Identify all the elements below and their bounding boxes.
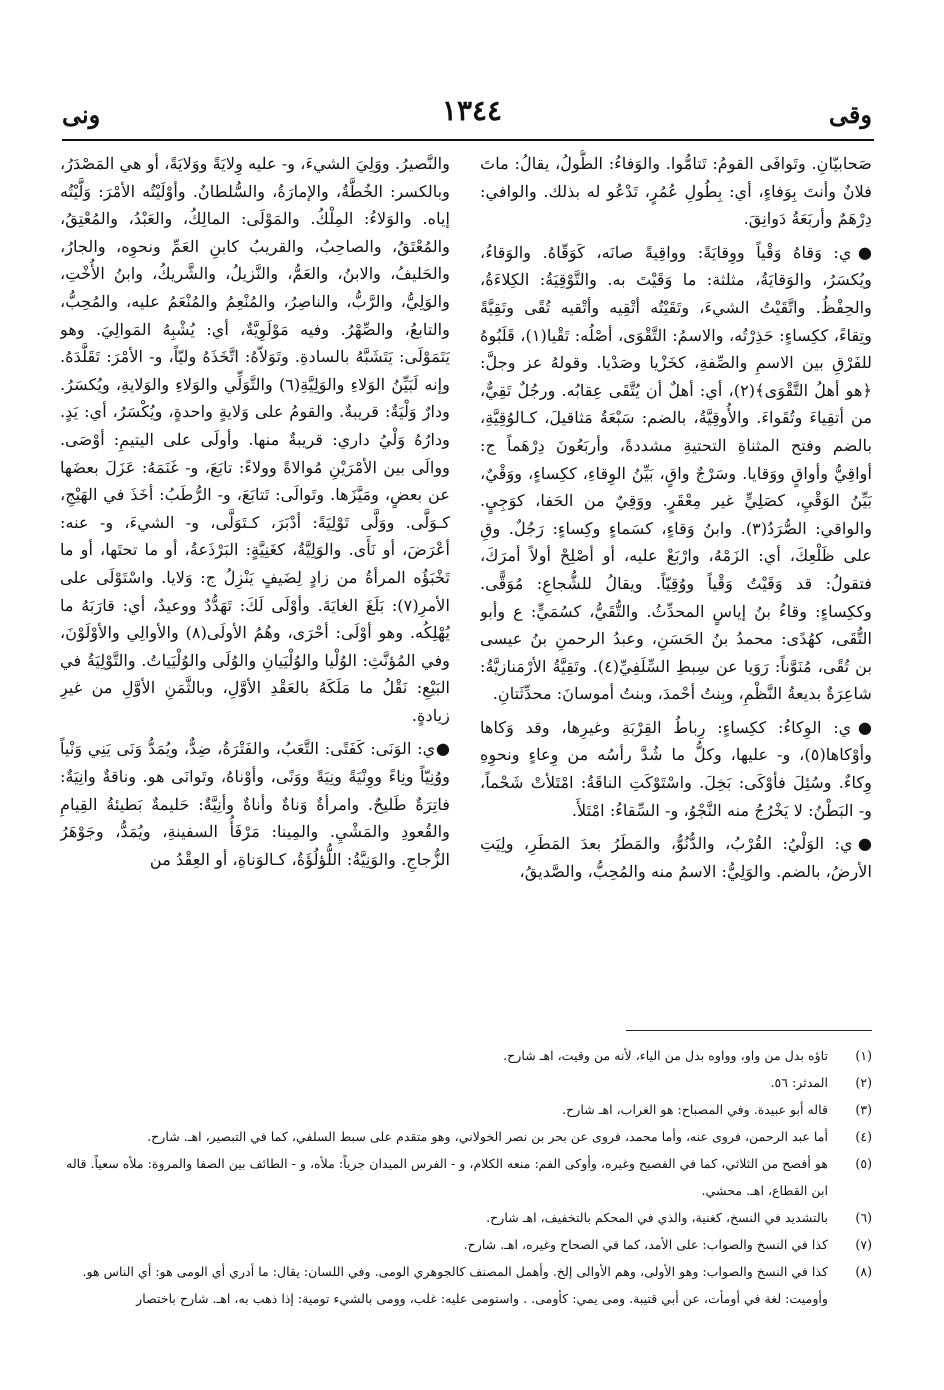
footnote-number: (١) [855,1048,872,1063]
footnote-number: (٨) [855,1264,872,1279]
footnote [60,1150,872,1204]
page-number: ١٣٤٤ [441,94,503,127]
footnote-number: (٤) [855,1129,872,1144]
footnote-number: (٣) [855,1102,872,1117]
footnote-number: (٦) [855,1210,872,1225]
header-rule [62,139,874,141]
entry-paragraph: والنَّصيرُ. ووَلِيَ الشيءَ، و- عليه وِلايَةً ووَلايَةً، أو هي المَصْدَرُ، وبالكسر: الخُطَّةُ، والإمارَةُ، والسُّلطانُ. وأوْلَيْتُه الأمْرَ: وَلَّيْتُه إياه. والوَلاءُ: المِلْكُ. والمَوْلَى: المالِكُ، والعَبْدُ، والمُعْتِقُ، والمُعْتَقُ، والصاحِبُ، والقريبُ كابنِ العَمِّ ونحوِه، والجارُ، والحَليفُ، والابنُ، والعَمُّ، والنَّزيلُ، والشَّريكُ، وابنُ الأُخْتِ، والوَلِيُّ، والرَّبُّ، والناصِرُ، والمُنْعِمُ والمُنْعَمُ عليه، والمُحِبُّ، والتابعُ، والصِّهْرُ. وفيه مَوْلَوِيَّةٌ، أي: يُشْبِهُ المَوالِيَ. وهو يَتَمَوْلَى: يَتَشَبَّهُ بالسادةِ. وتَوَلاّهُ: اتَّخَذَهُ وليّاً، و- الأمْرَ: تَقَلَّدَهُ. وإنه لَبَيِّنُ الوَلاءِ والوَلِيَّةِ(٦) والتَّوَلِّي والوَلاءِ والوَلايةِ، ويُكسَرُ. ودارٌ وَلْيَةٌ: قريبةٌ. والقومُ على وَلايةٍ واحدةٍ، ويُكْسَرُ، أي: يَدٍ. ودارُهُ وَلْيُ داري: قريبةٌ منها. وأولَى على اليتيمِ: أوْصَى. ووالَى بين الأمْرَيْنِ مُوالاةً وولاءً: تابَعَ، و- غَنَمَهُ: عَزَلَ بعضَها عن بعضٍ، ومَيَّزَها. وتَوالَى: تَتابَعَ، و- الرُّطَبُ: أخَذَ في الهَيْجِ، كـوَلَّى. ووَلَّى تَوْلِيَةً: أدْبَرَ، كـتَوَلَّى، و- الشيءَ، و- عنه: أعْرَضَ، أو نَأَى. والوَلِيَّةُ، كغَنِيَّةٍ: البَرْذَعةُ، أو ما تحتَها، أو ما تَخْبَؤُه المرأةُ من زادٍ لِضَيفٍ يَنْزِلُ ج: وَلايا. واسْتَوْلَى على الأمرِ(٧): بَلَغَ الغايَةَ. وأوْلَى لَكَ: تَهَدُّدٌ ووعيدٌ، أي: قارَبَهُ ما يُهْلِكُه. وهو أوْلَى: أحْرَى، وهُمُ الأولَى(٨) والأوالِي والأوْلَوْنَ، وفي المُؤنَّثِ: الوُلْيا والوُلْيَيانِ والوُلَى والوُلْيَياتُ. والتَّوْلِيَةُ في البَيْعِ: نَقْلُ ما مَلَكَهُ بالعَقْدِ الأوَّلِ، وبالثَّمَنِ الأوَّلِ من غيرِ زيادةٍ. [60,154,450,725]
entry-paragraph: صَحابيّانِ. وتَوافَى القومُ: تَتامُّوا. والوَفاءُ: الطُّولُ، يقالُ: ماتَ فلانٌ وأنتَ بِوَفاءٍ، أي: بِطُولِ عُمُرٍ، تَدْعُو له بذلك. والوافي: دِرْهَمٌ وأربَعَةُ دَوانِقَ. [480,154,872,229]
footnote-text: أما عبد الرحمن، فروى عنه، وأما محمد، فروى عن بحر بن نصر الخولاني، وهو متقدم على سبط السلفي، كما في التبصير، اهـ. شارح. [147,1129,828,1144]
footnote [60,1042,872,1069]
footnote [60,1096,872,1123]
footnote-number: (٥) [855,1156,872,1171]
footnote-number: (٢) [855,1075,872,1090]
footnote-text: بالتشديد في النسخ، كغنية، والذي في المحكم بالتخفيف، اهـ شارح. [486,1210,828,1225]
right-column [480,150,872,1030]
footnote [60,1123,872,1150]
entry-paragraph: ●ي: الوِكاءُ: ككِساءٍ: رِباطُ القِرْبَةِ وغيرِها، وقد وَكاها وأوْكاها(٥)، و- عليها، وكلُّ ما شُدَّ رأسُه من وِعاءٍ ونحوِهِ وِكاءٌ. وسُئِلَ فأوْكَى: بَخِلَ. واسْتَوْكَتِ الناقَةُ: امْتَلأتْ شَحْماً، و- البَطْنُ: لا يَخْرُجُ منه النَّجْوُ، و- السِّقاءُ: امْتَلأَ. [480,717,872,820]
footnote-text: تاؤه بدل من واو، وواوه بدل من الياء، لأنه من وقيت، اهـ شارح. [503,1048,828,1063]
running-head-left: ونى [62,100,101,129]
entry-paragraph: ●ي: الوَنَى: كَفَتًى: التَّعَبُ، والفَتْرَةُ، ضِدٌّ، ويُمَدُّ وَنَى يَنِي وَنْياً ووُنِيّاً ونِاءً ووِنْيَةً ونِيَةً ووَنًى، وأوْناهُ، وتَوانَى هو. وناقةٌ وانِيَةٌ: فاتِرَةٌ طَليحٌ. وامرأةٌ وَناةٌ وأناةٌ وأنِيَّةٌ: حَليمةٌ بَطيئةُ القِيامِ والقُعودِ والمَشْيِ. والمِينا: مَرْفَأُ السفينةِ، ويُمَدُّ، وجَوْهَرُ الزُّجاجِ. والوَنِيَّةُ: اللُّؤلُؤَةُ، كـالوَناةِ، أو العِقْدُ من [60,739,450,869]
footnote-rule [626,1030,872,1031]
running-head-right: وقى [828,100,872,129]
footnote [60,1069,872,1096]
footnote-text: هو أفصح من الثلاثي، كما في الفصيح وغيره، وأوكى الفم: منعه الكلام، و - الفرس الميدان جرياً: ملأه، و - الطائف بين الصفا والمروة: ملأه سعياً. قاله ابن القطاع، اهـ. محشي. [66,1156,828,1198]
footnote-text: كذا في النسخ والصواب: وهو الأولى، وهم الأوالى إلخ. وأهمل المصنف كالجوهري الومى. وفي اللسان: يقال: ما أدري أي الومى هو: أي الناس هو. وأوميت: لغة في أومأت، عن أبي قتيبة. ومى يمي: كأومى. . واستومى عليه: غلب، وومى بالشيء تومية: إذا ذهب به، اهـ. شارح باختصار [82,1264,828,1306]
footnote-text: كذا في النسخ والصواب: على الأمد، كما في الصحاح وغيره، اهـ. شارح. [463,1237,828,1252]
footnote-number: (٧) [855,1237,872,1252]
entry-paragraph: ●ي: الوَلْيُ: القُرْبُ، والدُّنُوُّ، والمَطَرُ بعدَ المَطَرِ، ولِيَتِ الأرضُ، بالضم. والوَلِيُّ: الاسمُ منه والمُحِبُّ، والصَّديقُ، [480,834,872,881]
footnotes [60,1042,872,1312]
footnote [60,1258,872,1312]
footnote-text: قاله أبو عبيدة. وفي المصباح: هو الغراب، اهـ شارح. [562,1102,828,1117]
left-column [60,150,450,1030]
entry-paragraph: ●ي: وَقاهُ وَقْياً ووِقايَةً: وواقِيةً صانَه، كَوَقّاهُ. والوَقاءُ، ويُكسَرُ، والوَقايَةُ، مثلثة: ما وَقَيْتَ به. والتَّوْقِيَةُ: الكِلاءَةُ، والحِفْظُ. واتَّقَيْتُ الشيءَ، وتَقَيْتُه أتْقِيه وأتْقيه تُقًى وتَقِيَّةً وتِقاءً، ككِساءٍ: حَذِرْتُه، والاسمُ: التَّقْوَى، أصْلُه: تَقْيا(١)، قَلَبُوهُ للفَرْقِ بين الاسمِ والصِّفةِ، كخَزْيا وصَدْيا. وقولهُ عز وجلَّ: ﴿هو أهلُ التَّقْوَى﴾(٢)، أي: أهلٌ أن يُتَّقَى عِقابُه. ورجُلٌ تَقِيٌّ، من أتقِياءَ وتُقَواءَ. والأُوقِيَّةُ، بالضم: سَبْعَةُ مَثاقيلَ، كـالوُقِيَّةِ، بالضم وفتح المثناةِ التحتيةِ مشددةً، وأربَعُونَ دِرْهَماً ج: أواقِيُّ وأواقٍ ووَقايا. وسَرْجٌ واقٍ، بَيِّنُ الوِقاءِ، ككِساءٍ، ووَقْيٌ، بَيِّنُ الوَقْيِ، كصَلِيٍّ غير مِعْقَرٍ. ووَقِيٌ من الحَفا، كوَجِيٍ. والواقي: الصُّرَدُ(٣). وابنُ وَقاءٍ، كسَماءٍ وكِساءٍ: رَجُلٌ. وقِ على ظَلْعِكَ، أي: الزَمْهُ، وارْبَعْ عليه، أو أصْلِحْ أولاً أمرَكَ، فتقولُ: قد وَقَيْتُ وَقْياً ووُقِيّاً. ويقالُ للشُّجاعِ: مُوَقًّى. وككِساءٍ: وقاءُ بنُ إياسٍ المحدِّثُ. والتُّقَيُّ، كسُمَيٍّ: ع وأبو التُّقَى، كهُدًى: محمدُ بنُ الحَسَنِ، وعبدُ الرحمنِ بنُ عيسى بن تُقًى، مُنَوَّناً: رَوَيا عن سِبطِ السِّلَفِيِّ(٤). وتَقِيَّةُ الأرْمَنازيَّةُ: شاعِرَةٌ بديعةُ النَّظْمِ، وبِنتُ أحْمدَ، وبنتُ أموسانَ: محدِّثَتانِ. [480,242,872,704]
footnote [60,1204,872,1231]
footnote-text: المدثر: ٥٦. [770,1075,828,1090]
footnote [60,1231,872,1258]
